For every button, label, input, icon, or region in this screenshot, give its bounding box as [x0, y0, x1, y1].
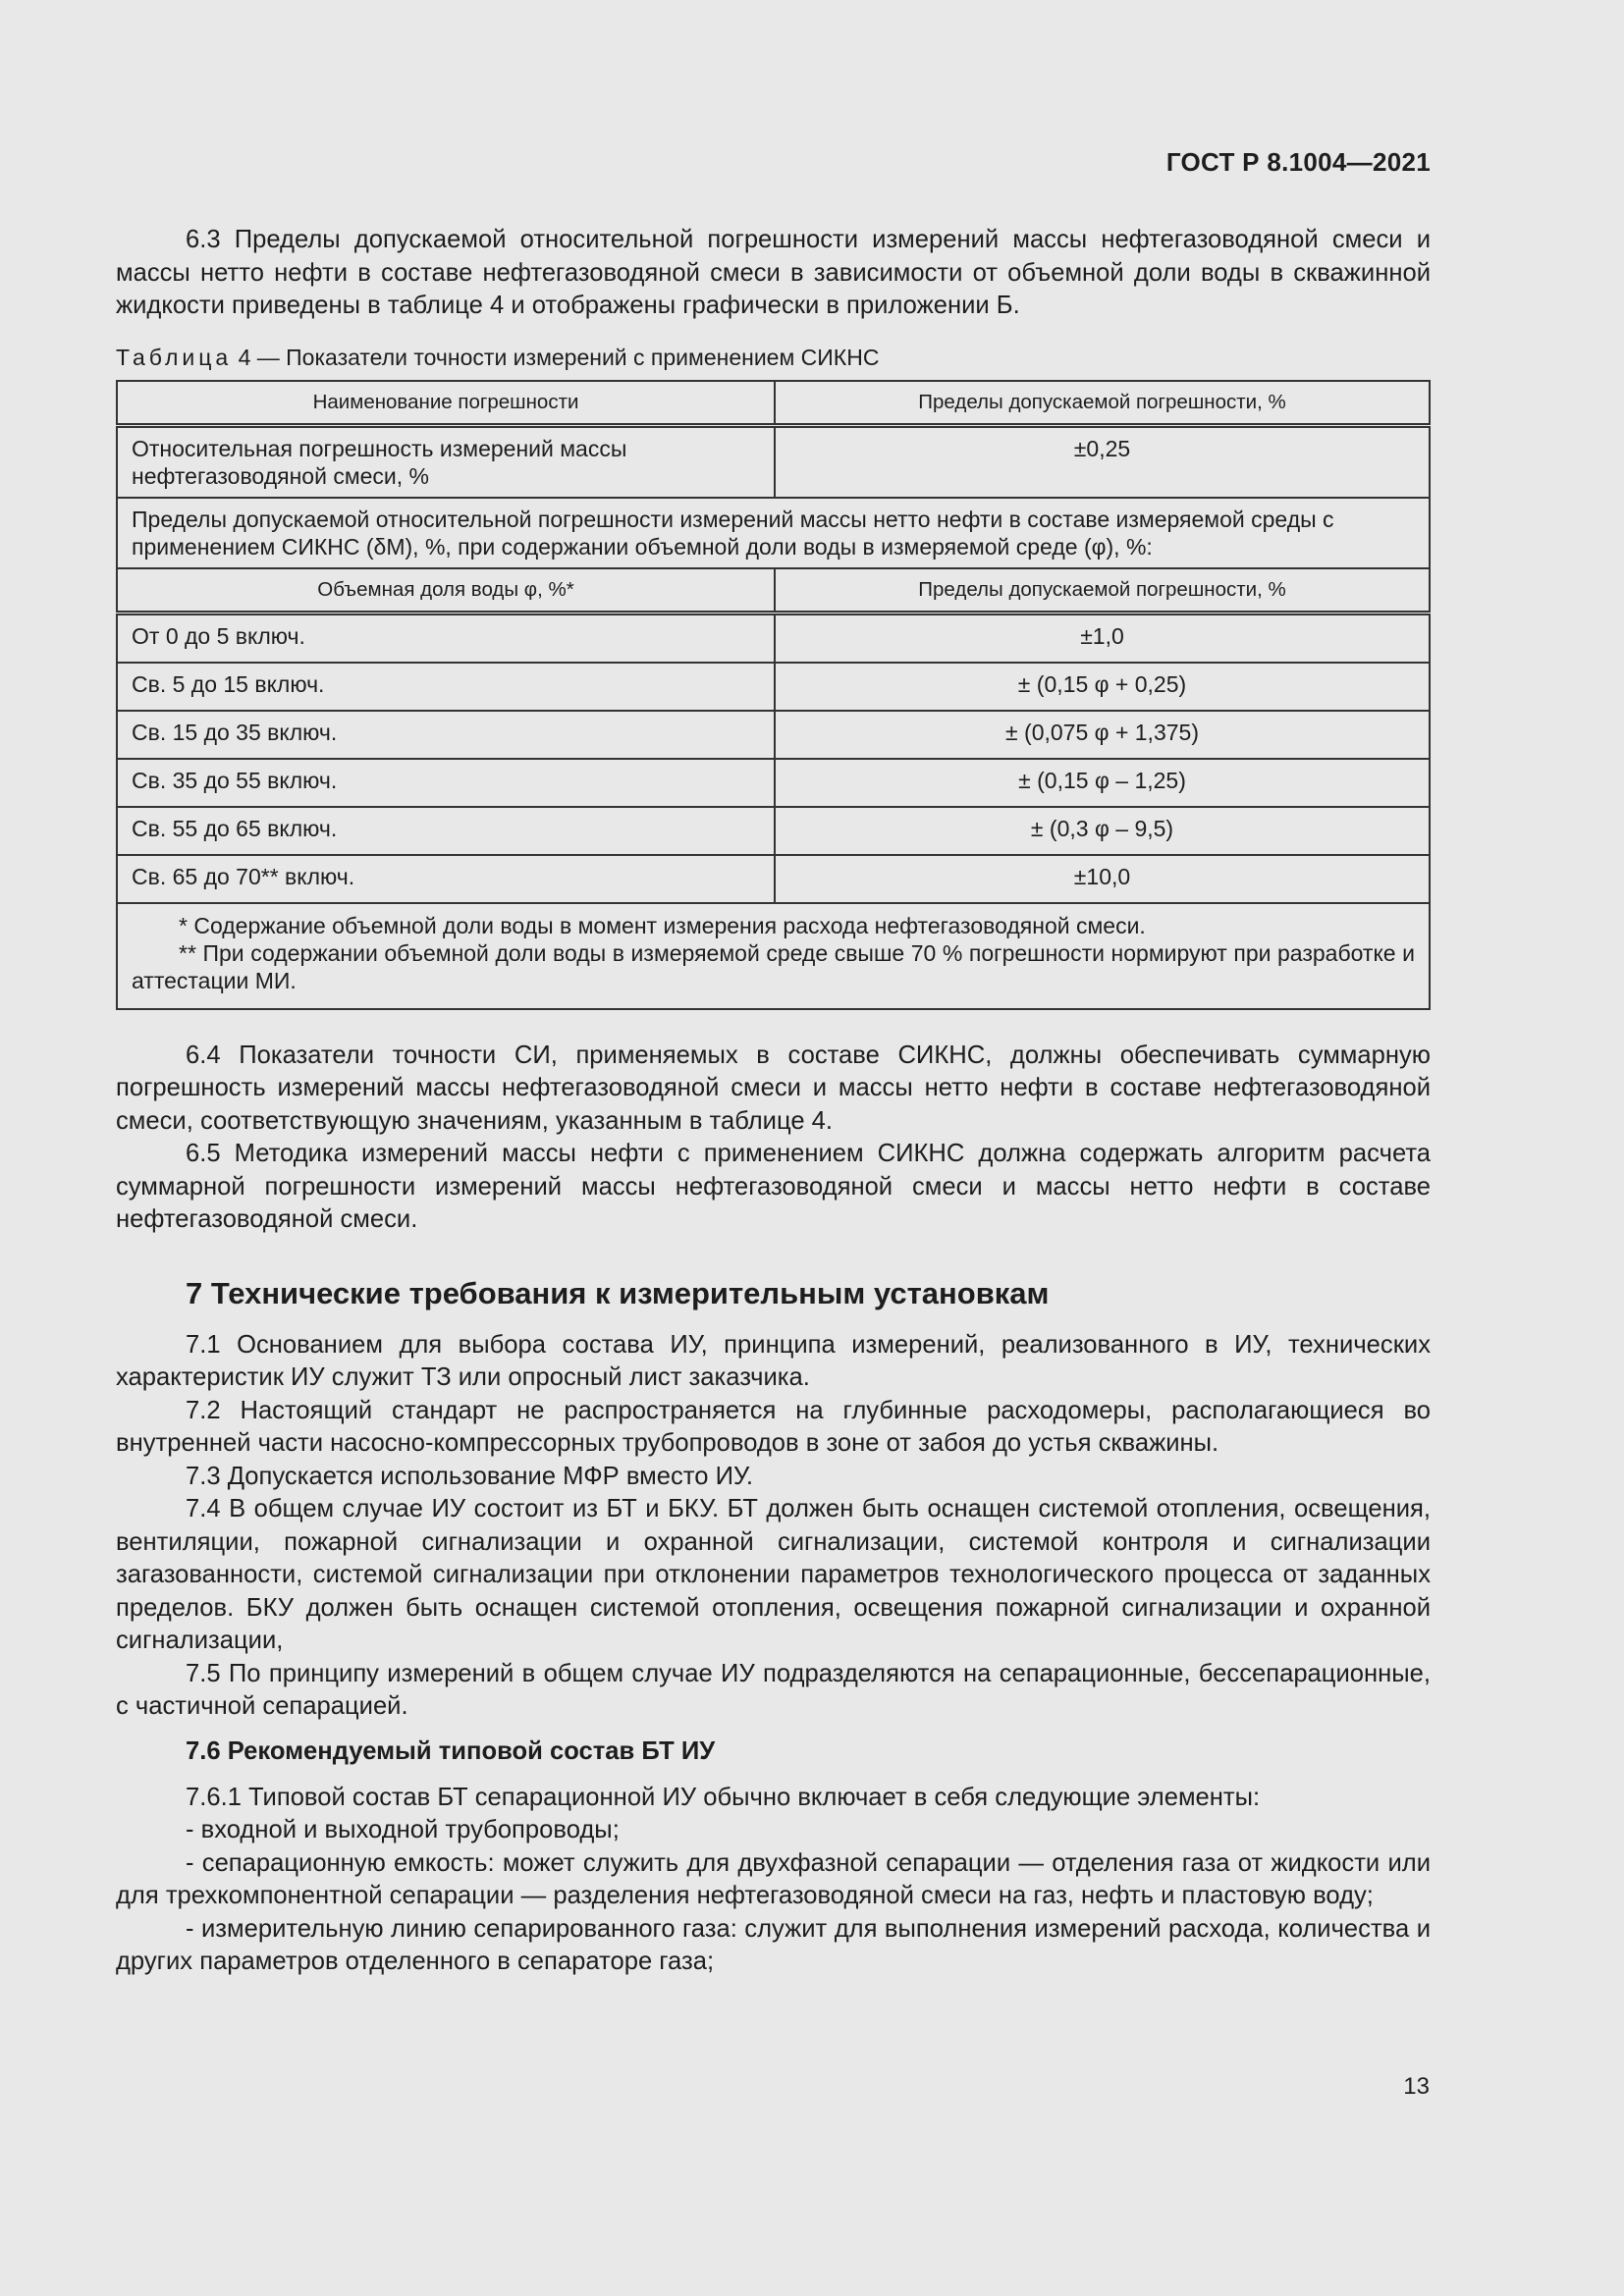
cell-error-formula: ± (0,15 φ – 1,25): [775, 759, 1430, 807]
standard-code: ГОСТ Р 8.1004—2021: [1165, 147, 1431, 177]
cell-error-formula: ±1,0: [775, 613, 1430, 663]
cell-water-range: Св. 5 до 15 включ.: [117, 663, 775, 711]
cell-error-formula: ±10,0: [775, 855, 1430, 903]
paragraph-7-1: 7.1 Основанием для выбора состава ИУ, принципа измерений, реализованного в ИУ, технических характеристик ИУ служит ТЗ или опросный лист заказчика.: [116, 1330, 1431, 1391]
list-item: - измерительную линию сепарированного газа: служит для выполнения измерений расхода, количества и других параметров отделенного в сепараторе газа;: [116, 1914, 1431, 1975]
header-error-limits-2: Пределы допускаемой погрешности, %: [775, 568, 1430, 614]
cell-error-value: ±0,25: [775, 425, 1430, 498]
header-water-fraction: Объемная доля воды φ, %*: [117, 568, 775, 614]
table-footnote-row: [117, 903, 1430, 1009]
cell-error-formula: ± (0,15 φ + 0,25): [775, 663, 1430, 711]
table-subheader-row: [117, 568, 1430, 614]
footnote-2: ** При содержании объемной доли воды в измеряемой среде свыше 70 % погрешности нормируют при разработке и аттестации МИ.: [132, 939, 1415, 993]
cell-water-range: Св. 35 до 55 включ.: [117, 759, 775, 807]
cell-error-formula: ± (0,075 φ + 1,375): [775, 711, 1430, 759]
paragraph-7-3: 7.3 Допускается использование МФР вместо ИУ.: [186, 1462, 753, 1490]
cell-error-name: Относительная погрешность измерений массы нефтегазоводяной смеси, %: [117, 425, 775, 498]
subsection-7-6-heading: 7.6 Рекомендуемый типовой состав БТ ИУ: [186, 1736, 716, 1765]
table-row: [117, 759, 1430, 807]
table-caption: [116, 343, 1431, 372]
table-row: [117, 613, 1430, 663]
paragraph-7-6-1: 7.6.1 Типовой состав БТ сепарационной ИУ обычно включает в себя следующие элементы:: [186, 1783, 1261, 1811]
table-span-row: [117, 498, 1430, 568]
table-row: [117, 425, 1430, 498]
header-error-limits: Пределы допускаемой погрешности, %: [775, 381, 1430, 426]
cell-water-range: От 0 до 5 включ.: [117, 613, 775, 663]
table-row: [117, 855, 1430, 903]
header-error-name: Наименование погрешности: [117, 381, 775, 426]
table-row: [117, 711, 1430, 759]
cell-water-range: Св. 15 до 35 включ.: [117, 711, 775, 759]
footnote-1: * Содержание объемной доли воды в момент измерения расхода нефтегазоводяной смеси.: [179, 912, 1146, 938]
page-number: 13: [1403, 2073, 1430, 2100]
table-footnotes: [117, 903, 1430, 1009]
paragraph-6-3: 6.3 Пределы допускаемой относительной погрешности измерений массы нефтегазоводяной смеси и массы нетто нефти в составе нефтегазоводяной смеси в зависимости от объемной доли воды в скважинной жидкости приведены в таблице 4 и отображены графически в приложении Б.: [116, 226, 1431, 319]
paragraph-7-2: 7.2 Настоящий стандарт не распространяется на глубинные расходомеры, располагающиеся во внутренней части насосно-компрессорных трубопроводов в зоне от забоя до устья скважины.: [116, 1396, 1431, 1457]
paragraph-7-4: 7.4 В общем случае ИУ состоит из БТ и БКУ. БТ должен быть оснащен системой отопления, освещения, вентиляции, пожарной сигнализации и охранной сигнализации, системой контроля и сигнализации загазованности, системой сигнализации при отклонении параметров технологического процесса от заданных пределов. БКУ должен быть оснащен системой отопления, освещения пожарной сигнализации и охранной сигнализации,: [116, 1495, 1431, 1654]
cell-span-description: Пределы допускаемой относительной погрешности измерений массы нетто нефти в составе измеряемой среды с применением СИКНС (δM), %, при содержании объемной доли воды в измеряемой среде (φ), %:: [117, 498, 1430, 568]
paragraph-6-4: 6.4 Показатели точности СИ, применяемых в составе СИКНС, должны обеспечивать суммарную погрешность измерений массы нефтегазоводяной смеси и массы нетто нефти в составе нефтегазоводяной смеси, соответствующую значениям, указанным в таблице 4.: [116, 1041, 1431, 1135]
accuracy-table: [116, 380, 1431, 1010]
list-item: - входной и выходной трубопроводы;: [186, 1816, 620, 1843]
table-row: [117, 663, 1430, 711]
cell-water-range: Св. 55 до 65 включ.: [117, 807, 775, 855]
table-header-row: [117, 381, 1430, 426]
table-caption-text: 4 — Показатели точности измерений с применением СИКНС: [232, 344, 880, 370]
paragraph-6-5: 6.5 Методика измерений массы нефти с применением СИКНС должна содержать алгоритм расчета суммарной погрешности измерений массы нефтегазоводяной смеси и массы нетто нефти в составе нефтегазоводяной смеси.: [116, 1140, 1431, 1233]
paragraph-7-5: 7.5 По принципу измерений в общем случае ИУ подразделяются на сепарационные, бессепарационные, с частичной сепарацией.: [116, 1659, 1431, 1720]
page-content: [116, 224, 1431, 1979]
table-caption-prefix: Таблица: [116, 344, 233, 370]
list-item: - сепарационную емкость: может служить для двухфазной сепарации — отделения газа от жидкости или для трехкомпонентной сепарации — разделения нефтегазоводяной смеси на газ, нефть и пластовую воду;: [116, 1848, 1431, 1909]
cell-error-formula: ± (0,3 φ – 9,5): [775, 807, 1430, 855]
table-row: [117, 807, 1430, 855]
cell-water-range: Св. 65 до 70** включ.: [117, 855, 775, 903]
section-7-heading: 7 Технические требования к измерительным установкам: [186, 1275, 1050, 1310]
